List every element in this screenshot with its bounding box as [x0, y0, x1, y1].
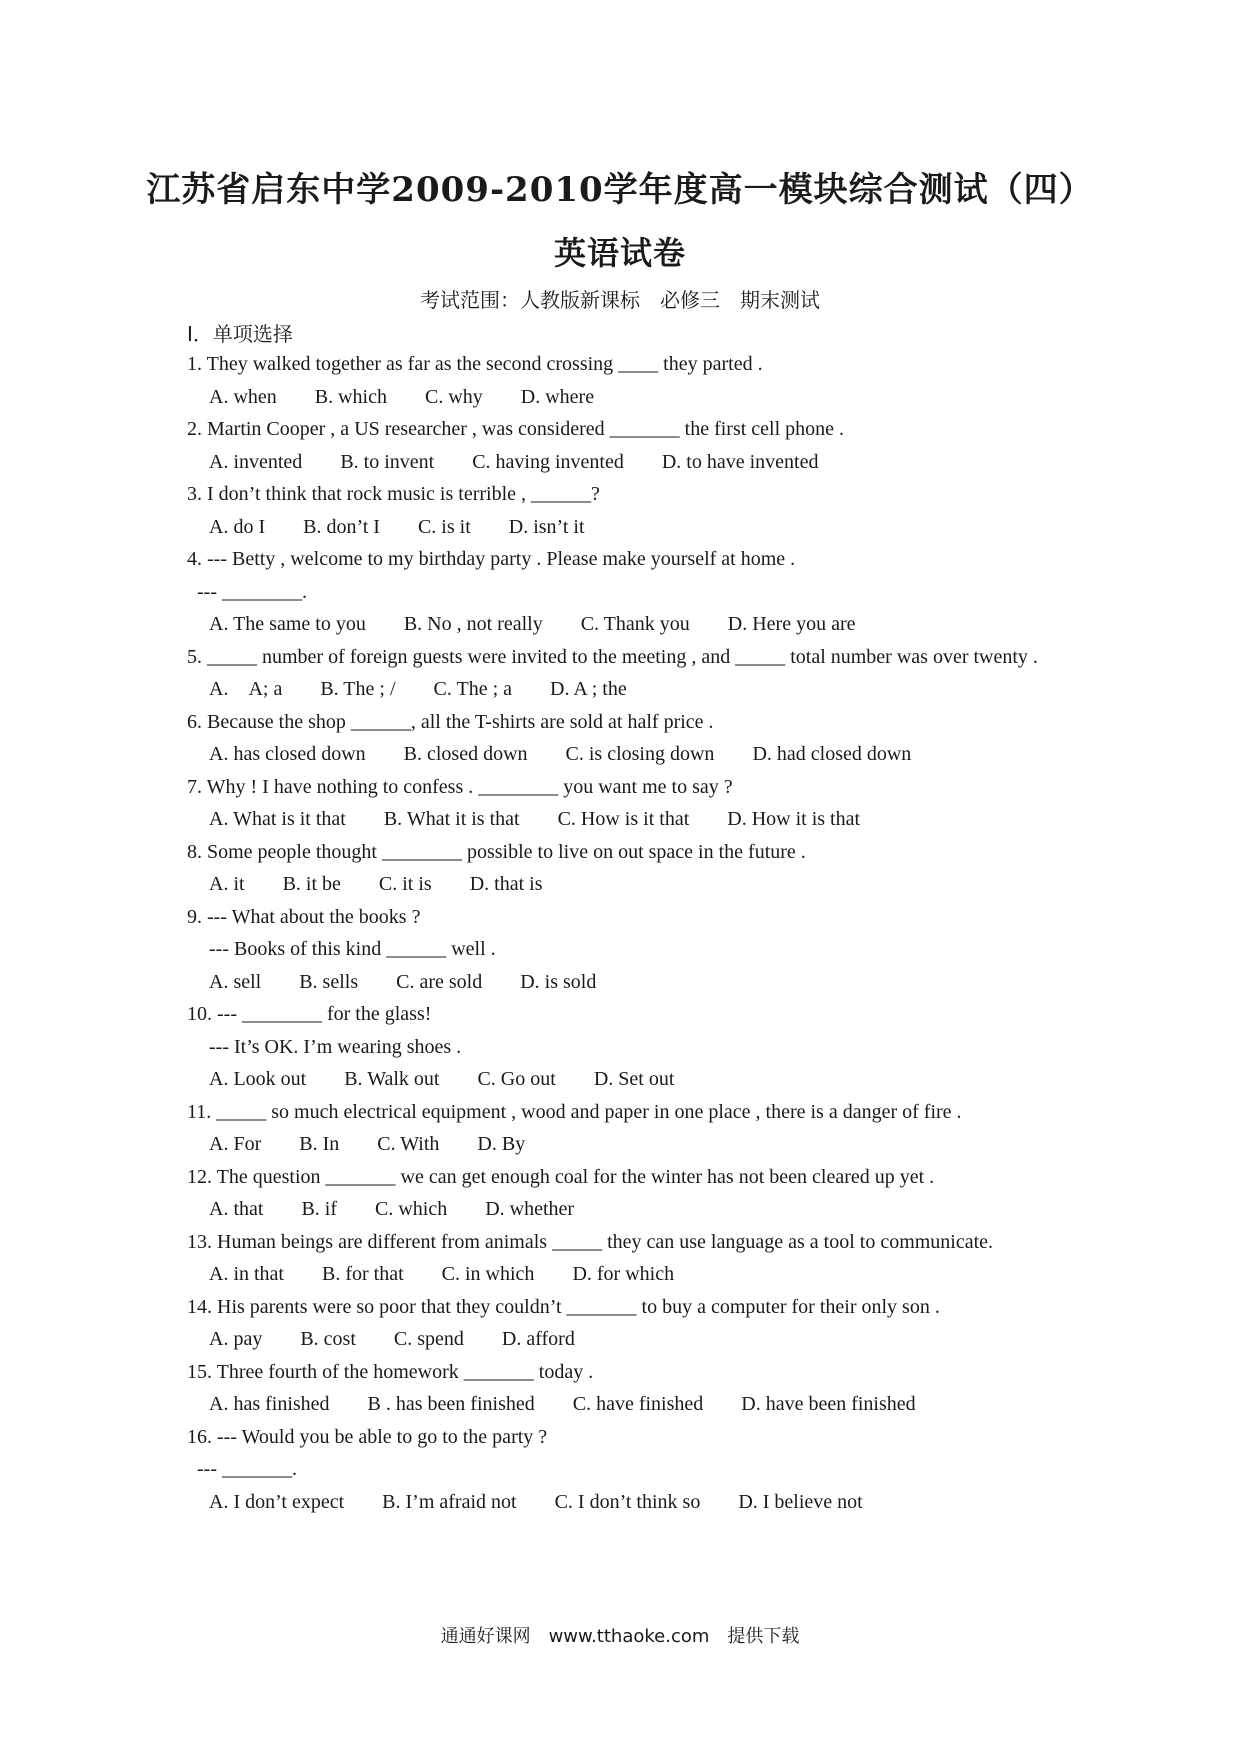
question-stem: 10. --- ________ for the glass! — [187, 1003, 432, 1025]
question-stem: 11. _____ so much electrical equipment , wood and paper in one place , there is a danger of fire . — [187, 1100, 962, 1123]
section-heading: I．单项选择 — [187, 322, 293, 346]
answer-option: C. are sold — [396, 970, 483, 993]
answer-option: B. sells — [299, 970, 359, 993]
question-item — [187, 1096, 1057, 1161]
answer-option: A. it — [209, 873, 245, 895]
answer-option: C. which — [375, 1198, 448, 1220]
question-stem: 15. Three fourth of the homework _______ today . — [187, 1360, 594, 1383]
answer-option: B. The ; / — [320, 678, 396, 700]
question-item — [187, 998, 1057, 1096]
answer-option: A. in that — [209, 1263, 284, 1285]
answer-option: B. it be — [282, 873, 341, 895]
question-item — [187, 413, 1057, 478]
question-item — [187, 771, 1057, 836]
answer-option: A. sell — [209, 970, 262, 993]
answer-option: A. A; a — [209, 678, 283, 700]
answer-option: B. Walk out — [344, 1068, 440, 1090]
answer-option: D. where — [520, 385, 595, 408]
answer-options — [187, 1063, 1057, 1096]
answer-option: D. is sold — [520, 970, 597, 993]
question-stem: 6. Because the shop ______, all the T-shirts are sold at half price . — [187, 710, 714, 733]
answer-option: B. I’m afraid not — [382, 1490, 517, 1513]
answer-options — [187, 1486, 1057, 1519]
question-item — [187, 1161, 1057, 1226]
answer-option: D. isn’t it — [508, 515, 585, 538]
question-item — [187, 836, 1057, 901]
answer-options — [187, 608, 1057, 641]
answer-options — [187, 1128, 1057, 1161]
answer-options — [187, 381, 1057, 414]
question-stem: 2. Martin Cooper , a US researcher , was considered _______ the first cell phone . — [187, 418, 845, 440]
question-item — [187, 641, 1057, 706]
answer-option: D. have been finished — [741, 1393, 916, 1415]
answer-option: B. if — [301, 1198, 337, 1220]
answer-option: B. In — [299, 1133, 340, 1155]
answer-option: C. it is — [378, 873, 432, 895]
answer-option: C. Go out — [477, 1068, 556, 1090]
question-list — [187, 348, 1057, 1518]
answer-option: B . has been finished — [367, 1393, 535, 1415]
answer-option: C. why — [424, 385, 483, 408]
answer-option: B. don’t I — [303, 515, 380, 538]
question-stem: 9. --- What about the books ? — [187, 905, 421, 928]
answer-option: A. when — [209, 385, 277, 408]
question-reply: --- ________. — [197, 580, 307, 603]
answer-option: A. Look out — [209, 1068, 307, 1090]
answer-option: D. for which — [572, 1263, 675, 1285]
answer-options — [187, 803, 1057, 836]
question-reply: --- It’s OK. I’m wearing shoes . — [209, 1035, 462, 1058]
answer-option: B. What it is that — [383, 808, 520, 830]
answer-options — [187, 1323, 1057, 1356]
answer-option: B. cost — [300, 1328, 356, 1350]
answer-option: D. had closed down — [752, 743, 912, 765]
question-stem: 5. _____ number of foreign guests were invited to the meeting , and _____ total number was over twenty . — [187, 645, 1038, 668]
question-item — [187, 543, 1057, 641]
question-stem: 7. Why ! I have nothing to confess . ________ you want me to say ? — [187, 775, 733, 798]
question-stem: 1. They walked together as far as the second crossing ____ they parted . — [187, 353, 763, 375]
answer-option: A. invented — [209, 450, 303, 473]
question-item — [187, 348, 1057, 413]
answer-option: B. for that — [322, 1263, 404, 1285]
answer-option: D. How it is that — [727, 808, 861, 830]
answer-option: D. Here you are — [727, 613, 856, 635]
answer-options — [187, 511, 1057, 544]
answer-option: B. closed down — [403, 743, 528, 765]
answer-option: A. pay — [209, 1328, 263, 1350]
answer-option: A. I don’t expect — [209, 1490, 345, 1513]
question-item — [187, 1226, 1057, 1291]
answer-option: C. have finished — [572, 1393, 704, 1415]
answer-options — [187, 673, 1057, 706]
answer-options — [187, 966, 1057, 999]
answer-option: A. has closed down — [209, 743, 366, 765]
answer-options — [187, 446, 1057, 479]
question-item — [187, 1421, 1057, 1519]
answer-options — [187, 1388, 1057, 1421]
answer-option: A. has finished — [209, 1393, 330, 1415]
question-stem: 13. Human beings are different from animals _____ they can use language as a tool to communicate. — [187, 1230, 994, 1253]
question-item — [187, 1291, 1057, 1356]
question-reply: --- Books of this kind ______ well . — [209, 938, 496, 960]
answer-option: D. to have invented — [661, 450, 819, 473]
answer-options — [187, 1193, 1057, 1226]
answer-option: A. What is it that — [209, 808, 346, 830]
exam-scope: 考试范围：人教版新课标 必修三 期末测试 — [420, 288, 820, 312]
answer-option: C. Thank you — [580, 613, 690, 635]
answer-option: D. A ; the — [550, 678, 627, 700]
answer-option: A. For — [209, 1133, 262, 1155]
footer-credit: 通通好课网 www.tthaoke.com 提供下载 — [440, 1626, 800, 1647]
question-item — [187, 706, 1057, 771]
answer-option: D. that is — [469, 873, 543, 895]
answer-option: A. do I — [209, 515, 266, 538]
question-stem: 14. His parents were so poor that they couldn’t _______ to buy a computer for their only son . — [187, 1295, 940, 1318]
question-stem: 4. --- Betty , welcome to my birthday party . Please make yourself at home . — [187, 548, 796, 570]
question-stem: 3. I don’t think that rock music is terrible , ______? — [187, 483, 600, 505]
answer-option: D. whether — [485, 1198, 575, 1220]
answer-option: C. The ; a — [433, 678, 513, 700]
answer-option: C. is it — [417, 515, 471, 538]
answer-option: C. How is it that — [557, 808, 690, 830]
question-stem: 8. Some people thought ________ possible to live on out space in the future . — [187, 840, 806, 863]
answer-option: B. to invent — [340, 450, 435, 473]
answer-options — [187, 868, 1057, 901]
answer-option: D. afford — [501, 1328, 575, 1350]
answer-option: C. I don’t think so — [554, 1490, 701, 1513]
answer-option: B. which — [314, 385, 387, 408]
answer-options — [187, 738, 1057, 771]
answer-option: D. I believe not — [738, 1490, 863, 1513]
answer-option: D. Set out — [593, 1068, 675, 1090]
answer-option: C. With — [377, 1133, 440, 1155]
answer-option: C. is closing down — [565, 743, 715, 765]
exam-subject-title: 英语试卷 — [553, 234, 686, 272]
question-item — [187, 478, 1057, 543]
answer-option: D. By — [477, 1133, 526, 1155]
question-item — [187, 901, 1057, 999]
question-stem: 16. --- Would you be able to go to the party ? — [187, 1425, 548, 1448]
answer-options — [187, 1258, 1057, 1291]
answer-option: A. The same to you — [209, 613, 366, 635]
answer-option: B. No , not really — [403, 613, 543, 635]
answer-option: C. having invented — [472, 450, 624, 473]
question-stem: 12. The question _______ we can get enough coal for the winter has not been cleared up yet . — [187, 1165, 935, 1188]
question-reply: --- _______. — [197, 1458, 297, 1480]
exam-title: 江苏省启东中学2009-2010学年度高一模块综合测试（四） — [146, 170, 1094, 210]
answer-option: C. in which — [441, 1263, 535, 1285]
answer-option: C. spend — [393, 1328, 464, 1350]
answer-option: A. that — [209, 1198, 264, 1220]
question-item — [187, 1356, 1057, 1421]
